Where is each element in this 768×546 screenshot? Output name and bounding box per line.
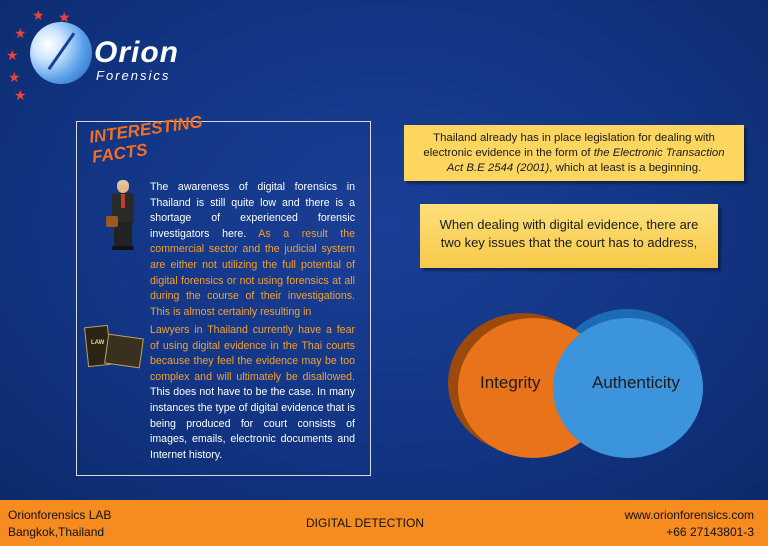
- businessman-icon: [108, 180, 138, 250]
- star-icon: ★: [14, 26, 27, 42]
- star-icon: ★: [14, 88, 27, 104]
- callout-1-act-name: the Electronic Transaction Act B.E 2544 (2001): [446, 147, 725, 174]
- facts-title-line1: INTERESTING: [88, 112, 204, 147]
- star-icon: ★: [8, 70, 21, 86]
- footer-phone: +66 27143801-3: [666, 525, 754, 539]
- law-books-icon: [86, 326, 144, 370]
- logo-subtitle: Forensics: [96, 68, 171, 83]
- globe-icon: [21, 10, 100, 92]
- footer-tagline: DIGITAL DETECTION: [306, 516, 425, 530]
- legislation-callout: [404, 125, 744, 181]
- key-issues-callout: [420, 204, 718, 268]
- callout-1-text: Thailand already has in place legislation for dealing with electronic evidence in the form of: [423, 132, 715, 159]
- book-label: LAW: [91, 340, 105, 346]
- paragraph-1-text: The awareness of digital forensics in Thailand is still quite low and there is a shortage of experienced forensic investigators here.: [150, 181, 355, 240]
- footer-location: Bangkok,Thailand: [8, 525, 105, 539]
- facts-paragraph-2: [150, 323, 355, 463]
- footer-website-link[interactable]: www.orionforensics.com: [624, 508, 754, 522]
- logo: [0, 0, 200, 110]
- paragraph-1-highlight: As a result the commercial sector and the judicial system are either not utilizing the full potential of digital forensics or not using forensics at all during the course of their investigations. This is almost certainly resulting in: [150, 227, 355, 318]
- integrity-label: Integrity: [480, 373, 541, 392]
- callout-2-text: When dealing with digital evidence, there are two key issues that the court has to address,: [439, 217, 699, 250]
- paragraph-2-text: This does not have to be the case. In many instances the type of digital evidence that is being produced for court consists of images, emails, electronic documents and Internet history.: [150, 386, 355, 461]
- authenticity-label: Authenticity: [592, 373, 680, 392]
- callout-1-text-end: , which at least is a beginning.: [549, 162, 702, 174]
- footer-contact: [625, 507, 754, 541]
- logo-name: Orion: [94, 36, 179, 69]
- facts-paragraph-1: [150, 180, 355, 320]
- paragraph-2-highlight: Lawyers in Thailand currently have a fear of using digital evidence in the Thai courts because they feel the evidence may be too complex and will ultimately be disallowed.: [150, 324, 355, 383]
- facts-title-line2: FACTS: [90, 140, 149, 167]
- footer-address: [8, 507, 111, 541]
- star-icon: ★: [32, 8, 45, 24]
- footer-lab-name: Orionforensics LAB: [8, 508, 112, 522]
- star-icon: ★: [58, 10, 71, 26]
- star-icon: ★: [6, 48, 19, 64]
